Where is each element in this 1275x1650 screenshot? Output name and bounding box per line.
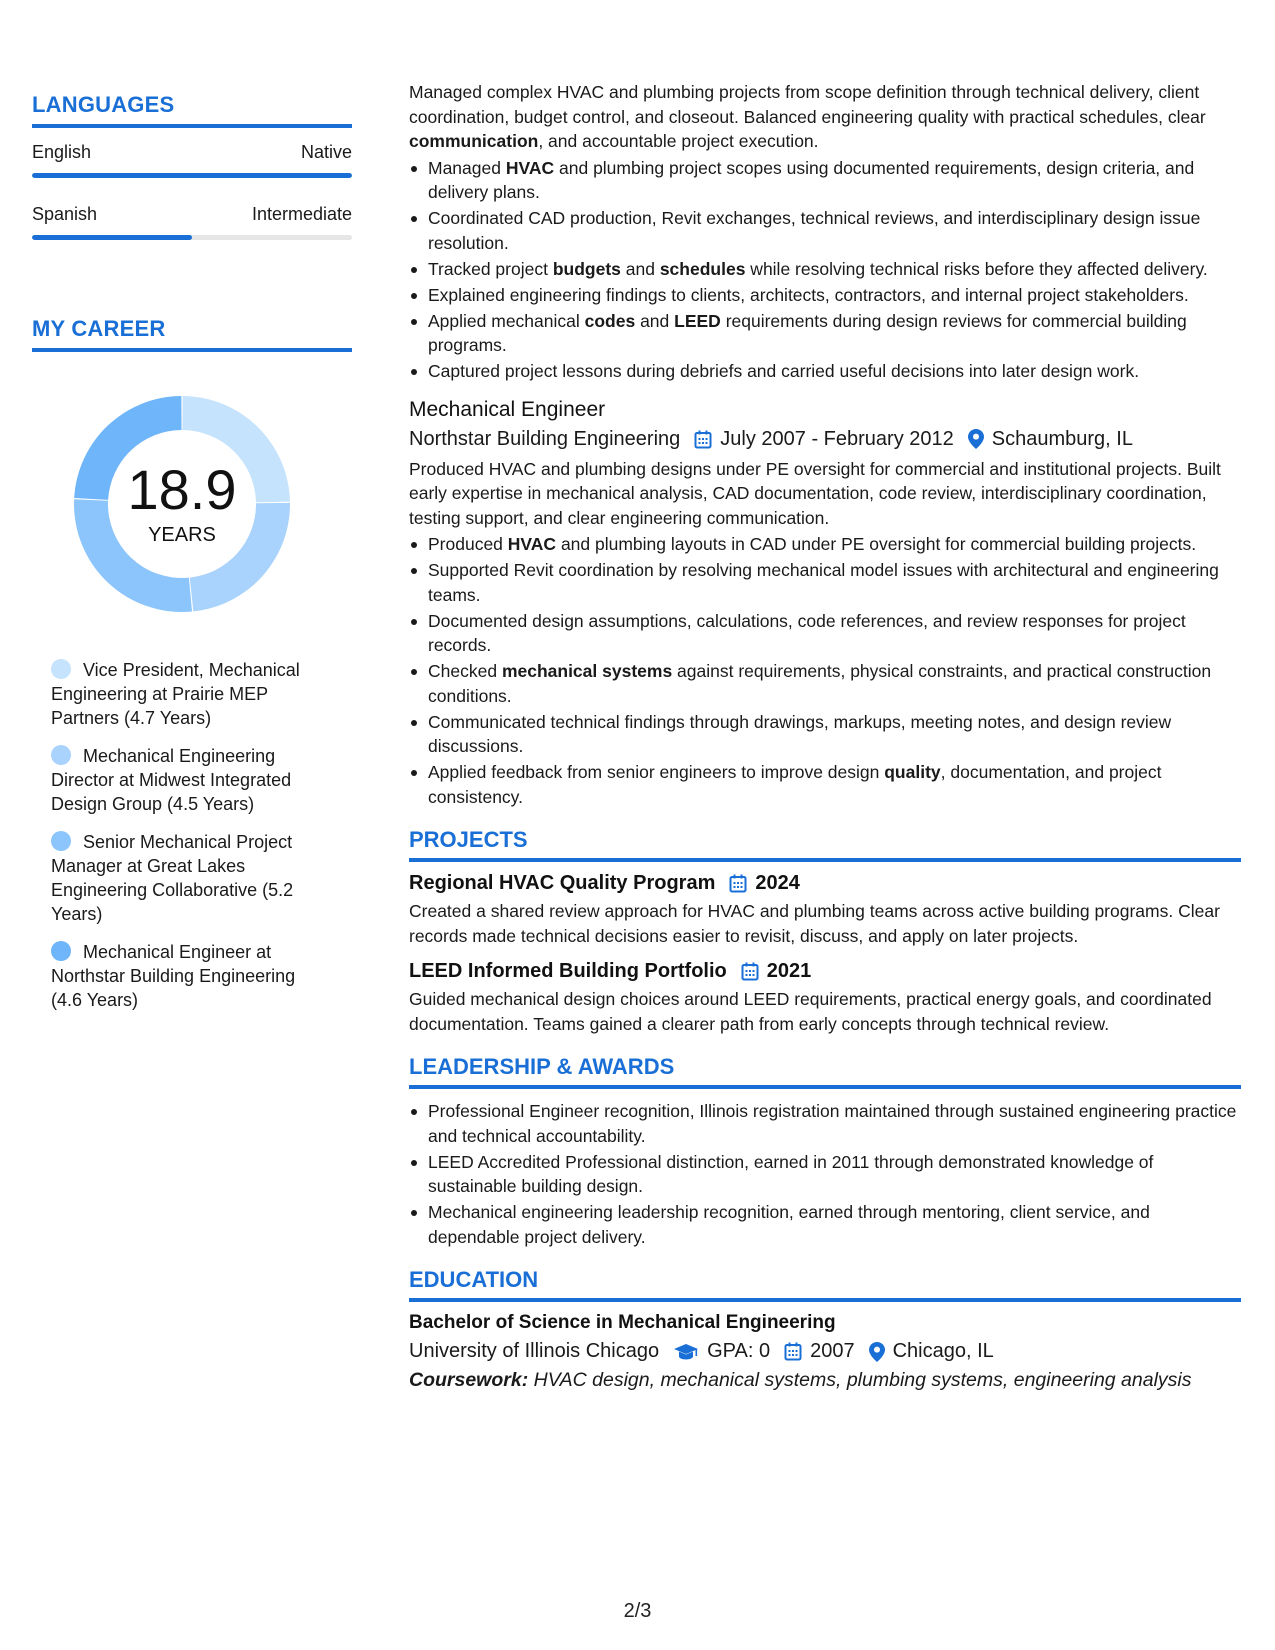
language-level-bar xyxy=(32,235,352,240)
list-item: Coordinated CAD production, Revit exchanges, technical reviews, and interdisciplinary design issue resolution. xyxy=(409,206,1241,255)
list-item: Explained engineering findings to clients, architects, contractors, and internal project stakeholders. xyxy=(409,283,1241,308)
job-bullets xyxy=(409,156,1241,384)
list-item: Produced HVAC and plumbing layouts in CAD under PE oversight for commercial building projects. xyxy=(409,532,1241,557)
job-summary: Produced HVAC and plumbing designs under PE oversight for commercial and institutional projects. Built early expertise in mechanical analysis, CAD documentation, code review, interdisciplinary coordination, testing support, and clear engineering communication. xyxy=(409,458,1221,528)
career-title: MY CAREER xyxy=(32,316,352,352)
project-item xyxy=(409,960,1241,1036)
list-item: Professional Engineer recognition, Illinois registration maintained through sustained engineering practice and technical accountability. xyxy=(409,1099,1241,1148)
education-meta xyxy=(409,1340,1241,1363)
calendar-icon xyxy=(729,874,747,893)
legend-item xyxy=(51,744,321,816)
legend-label: Mechanical Engineering Director at Midwest Integrated Design Group (4.5 Years) xyxy=(51,746,292,814)
job-title: Mechanical Engineer xyxy=(409,397,606,421)
list-item: Managed HVAC and plumbing project scopes using documented requirements, design criteria, and delivery plans. xyxy=(409,156,1241,205)
legend-dot xyxy=(51,745,71,765)
project-item xyxy=(409,872,1241,948)
location-pin-icon xyxy=(968,429,984,449)
project-year: 2021 xyxy=(766,960,812,982)
graduation-year: 2007 xyxy=(810,1340,855,1362)
calendar-icon xyxy=(784,1342,802,1361)
legend-dot xyxy=(51,831,71,851)
sidebar xyxy=(32,92,352,1026)
main-content xyxy=(409,80,1241,1392)
list-item: Captured project lessons during debriefs and carried useful decisions into later design work. xyxy=(409,359,1241,384)
language-item xyxy=(32,142,352,178)
project-year: 2024 xyxy=(755,872,800,894)
school-location: Chicago, IL xyxy=(892,1340,994,1362)
degree-name: Bachelor of Science in Mechanical Engineering xyxy=(409,1312,836,1333)
job-entry-continued xyxy=(409,80,1241,384)
languages-title: LANGUAGES xyxy=(32,92,352,128)
awards-title: LEADERSHIP & AWARDS xyxy=(409,1054,1241,1089)
career-total-years: 18.9 xyxy=(127,457,237,521)
education-title: EDUCATION xyxy=(409,1267,1241,1302)
job-summary: Managed complex HVAC and plumbing projects from scope definition through technical delivery, client coordination, budget control, and closeout. Balanced engineering quality with practical schedules, clear communication, and accountable project execution. xyxy=(409,82,1206,151)
legend-dot xyxy=(51,941,71,961)
awards-list xyxy=(409,1099,1241,1249)
language-level-bar xyxy=(32,173,352,178)
calendar-icon xyxy=(741,962,759,981)
legend-item xyxy=(51,830,321,926)
list-item: Tracked project budgets and schedules while resolving technical risks before they affected delivery. xyxy=(409,257,1241,282)
list-item: Documented design assumptions, calculations, code references, and review responses for project records. xyxy=(409,609,1241,658)
list-item: LEED Accredited Professional distinction, earned in 2011 through demonstrated knowledge of sustainable building design. xyxy=(409,1150,1241,1199)
legend-label: Mechanical Engineer at Northstar Building Engineering (4.6 Years) xyxy=(51,942,296,1010)
job-entry xyxy=(409,398,1241,810)
career-legend xyxy=(32,658,352,1012)
list-item: Checked mechanical systems against requirements, physical constraints, and practical construction conditions. xyxy=(409,659,1241,708)
language-level: Intermediate xyxy=(251,204,352,224)
legend-item xyxy=(51,940,321,1012)
language-level-fill xyxy=(32,235,192,240)
calendar-icon xyxy=(694,430,712,449)
language-name: English xyxy=(32,142,92,162)
legend-item xyxy=(51,658,321,730)
career-total-unit: YEARS xyxy=(148,523,216,546)
legend-dot xyxy=(51,659,71,679)
career-section xyxy=(32,316,352,1012)
legend-label: Vice President, Mechanical Engineering at Prairie MEP Partners (4.7 Years) xyxy=(51,660,300,728)
location-pin-icon xyxy=(869,1342,885,1362)
language-level: Native xyxy=(300,142,352,162)
legend-label: Senior Mechanical Project Manager at Great Lakes Engineering Collaborative (5.2 Years) xyxy=(51,832,294,924)
job-location: Schaumburg, IL xyxy=(991,427,1133,450)
project-name: Regional HVAC Quality Program xyxy=(409,872,716,894)
list-item: Mechanical engineering leadership recognition, earned through mentoring, client service, and dependable project delivery. xyxy=(409,1200,1241,1249)
career-donut-chart xyxy=(66,388,298,620)
page-number: 2/3 xyxy=(623,1600,652,1622)
project-description: Created a shared review approach for HVAC and plumbing teams across active building programs. Clear records made technical decisions easier to revisit, discuss, and apply on later projects. xyxy=(409,901,1220,946)
coursework: Coursework: HVAC design, mechanical systems, plumbing systems, engineering analysis xyxy=(409,1369,1192,1391)
job-bullets xyxy=(409,532,1241,809)
list-item: Communicated technical findings through drawings, markups, meeting notes, and design review discussions. xyxy=(409,710,1241,759)
list-item: Applied feedback from senior engineers to improve design quality, documentation, and project consistency. xyxy=(409,760,1241,809)
list-item: Applied mechanical codes and LEED requirements during design reviews for commercial building programs. xyxy=(409,309,1241,358)
language-item xyxy=(32,204,352,240)
graduation-cap-icon xyxy=(673,1343,699,1361)
school-name: University of Illinois Chicago xyxy=(409,1340,660,1362)
project-description: Guided mechanical design choices around LEED requirements, practical energy goals, and coordinated documentation. Teams gained a clearer path from early concepts through technical review. xyxy=(409,989,1212,1034)
language-name: Spanish xyxy=(32,204,98,224)
education-entry xyxy=(409,1312,1241,1392)
list-item: Supported Revit coordination by resolving mechanical model issues with architectural and engineering teams. xyxy=(409,558,1241,607)
job-dates: July 2007 - February 2012 xyxy=(720,427,954,450)
language-level-fill xyxy=(32,173,352,178)
job-meta xyxy=(409,428,1241,451)
company-name: Northstar Building Engineering xyxy=(409,427,681,450)
gpa: GPA: 0 xyxy=(707,1340,771,1362)
project-name: LEED Informed Building Portfolio xyxy=(409,960,727,982)
projects-title: PROJECTS xyxy=(409,827,1241,862)
